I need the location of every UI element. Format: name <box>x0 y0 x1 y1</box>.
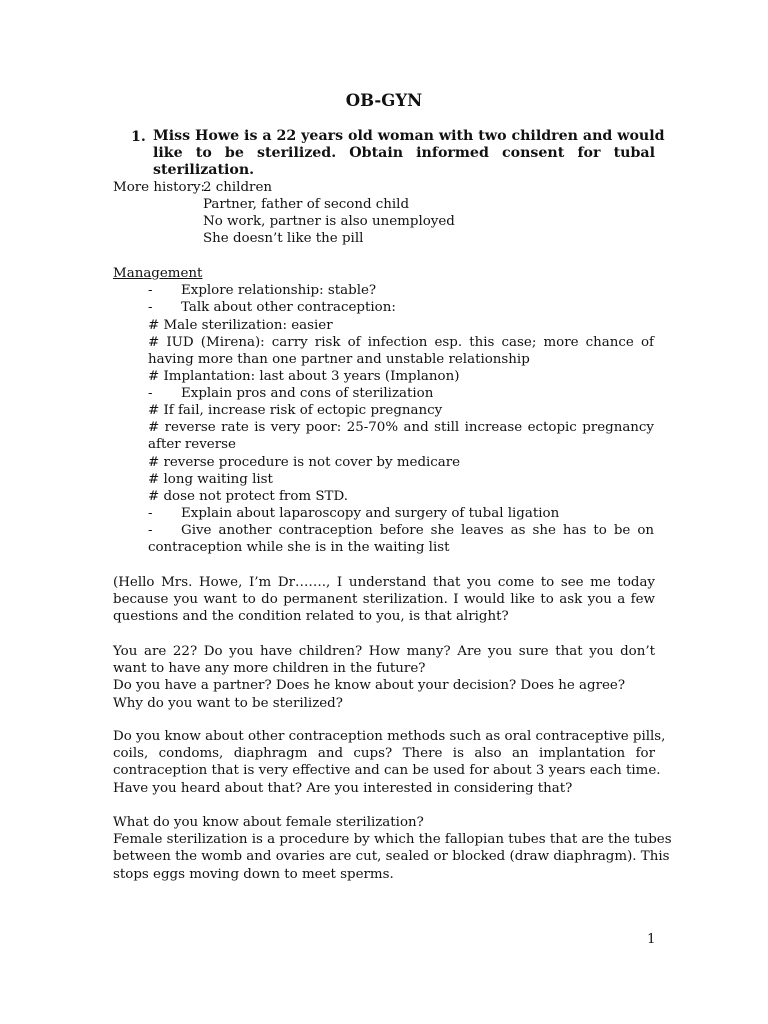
paragraph-line: Have you heard about that? Are you interested in considering that? <box>113 780 573 796</box>
paragraph-line: between the womb and ovaries are cut, sealed or blocked (draw diaphragm). This <box>113 849 670 865</box>
history-item: Partner, father of second child <box>203 197 410 212</box>
management-item: # dose not protect from STD. <box>148 489 348 504</box>
paragraph-line: Why do you want to be sterilized? <box>113 695 343 711</box>
female-sterilization-paragraph <box>113 814 672 883</box>
paragraph-line: want to have any more children in the future? <box>113 661 426 677</box>
management-heading: Management <box>113 266 203 281</box>
management-item: contraception while she is in the waiting list <box>148 540 450 555</box>
paragraph-line: Female sterilization is a procedure by which the fallopian tubes that are the tubes <box>113 832 672 848</box>
management-item: # Implantation: last about 3 years (Implanon) <box>148 369 460 384</box>
management-item: # If fail, increase risk of ectopic pregnancy <box>148 403 443 418</box>
management-item: # IUD (Mirena): carry risk of infection esp. this case; more chance of <box>148 335 654 350</box>
history-item: She doesn’t like the pill <box>203 231 364 246</box>
paragraph-line: Do you have a partner? Does he know about your decision? Does he agree? <box>113 678 626 694</box>
management-item: # Male sterilization: easier <box>148 318 333 333</box>
methods-paragraph <box>113 728 666 797</box>
management-item: Explain about laparoscopy and surgery of tubal ligation <box>181 506 560 521</box>
paragraph-line: stops eggs moving down to meet sperms. <box>113 866 394 882</box>
paragraph-line: What do you know about female sterilization? <box>113 815 424 830</box>
bullet-dash: - <box>148 283 153 298</box>
questions-paragraph <box>113 643 655 712</box>
bullet-dash: - <box>148 386 153 401</box>
question-line: Miss Howe is a 22 years old woman with two children and would <box>153 128 665 144</box>
bullet-dash: - <box>148 506 153 521</box>
management-item: # reverse procedure is not cover by medicare <box>148 455 461 470</box>
question-line: like to be sterilized. Obtain informed consent for tubal <box>153 145 655 162</box>
bullet-dash: - <box>148 523 153 538</box>
question-number: 1. <box>131 129 146 145</box>
page-title: OB-GYN <box>345 91 423 110</box>
paragraph-line: questions and the condition related to you, is that alright? <box>113 609 509 625</box>
paragraph-line: because you want to do permanent sterilization. I would like to ask you a few <box>113 592 655 608</box>
management-item: # reverse rate is very poor: 25-70% and still increase ectopic pregnancy <box>148 420 654 435</box>
page-number: 1 <box>647 932 656 947</box>
management-item: after reverse <box>148 437 236 452</box>
history-item: 2 children <box>203 180 272 195</box>
paragraph-line: coils, condoms, diaphragm and cups? There is also an implantation for <box>113 746 655 762</box>
intro-paragraph <box>113 574 655 626</box>
history-label: More history: <box>113 180 206 195</box>
management-item: Explain pros and cons of sterilization <box>181 386 434 401</box>
management-item: having more than one partner and unstable relationship <box>148 352 530 367</box>
bullet-dash: - <box>148 300 153 315</box>
question-line: sterilization. <box>153 162 255 179</box>
management-item: Explore relationship: stable? <box>181 283 377 298</box>
paragraph-line: Do you know about other contraception methods such as oral contraceptive pills, <box>113 729 666 744</box>
paragraph-line: You are 22? Do you have children? How many? Are you sure that you don’t <box>113 644 655 659</box>
paragraph-line: (Hello Mrs. Howe, I’m Dr……., I understand that you come to see me today <box>113 575 655 590</box>
management-item: Give another contraception before she leaves as she has to be on <box>181 523 654 538</box>
management-item: Talk about other contraception: <box>181 300 396 315</box>
paragraph-line: contraception that is very effective and can be used for about 3 years each time. <box>113 763 661 779</box>
question-text <box>153 128 665 180</box>
history-item: No work, partner is also unemployed <box>203 214 455 229</box>
management-item: # long waiting list <box>148 472 273 487</box>
